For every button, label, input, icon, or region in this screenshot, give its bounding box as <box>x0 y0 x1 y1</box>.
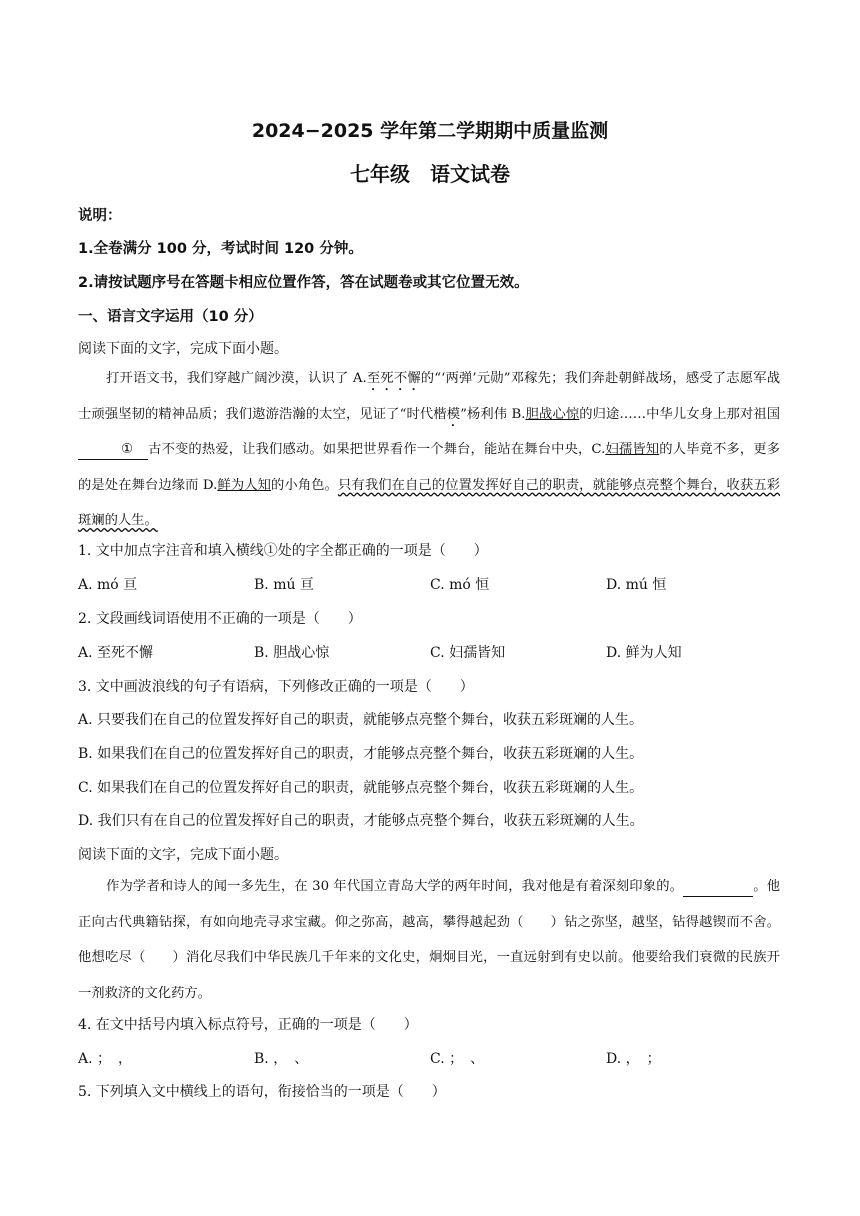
q4-option-b[interactable]: B. ， 、 <box>254 1051 309 1067</box>
q2-option-b[interactable]: B. 胆战心惊 <box>254 645 330 661</box>
q3-option-c[interactable]: C. 如果我们在自己的位置发挥好自己的职责，就能够点亮整个舞台，收获五彩斑斓的人生。 <box>78 780 644 796</box>
q3-option-a[interactable]: A. 只要我们在自己的位置发挥好自己的职责，就能够点亮整个舞台，收获五彩斑斓的人生。 <box>78 712 644 728</box>
q3-option-d[interactable]: D. 我们只有在自己的位置发挥好自己的职责，才能够点亮整个舞台，收获五彩斑斓的人生。 <box>78 813 644 829</box>
passage-text: 的人毕竟不多，更多的是处在舞台边缘而 D. <box>78 442 780 493</box>
question-4-stem: 4. 在文中括号内填入标点符号，正确的一项是（ ） <box>78 1017 418 1033</box>
passage-2 <box>78 869 780 1011</box>
dotted-char: 模 <box>446 406 461 422</box>
blank-1: ① <box>78 441 148 460</box>
q2-option-a[interactable]: A. 至死不懈 <box>78 645 154 661</box>
passage-text: 古不变的热爱，让我们感动。如果把世界看作一个舞台，能站在舞台中央，C. <box>148 442 606 457</box>
underlined-word-b: 胆战心惊 <box>525 406 580 422</box>
question-5-stem: 5. 下列填入文中横线上的语句，衔接恰当的一项是（ ） <box>78 1084 446 1100</box>
question-3-stem: 3. 文中画波浪线的句子有语病，下列修改正确的一项是（ ） <box>78 679 474 695</box>
passage-text: ”杨利伟 B. <box>460 406 526 422</box>
passage-text: 的“‘两弹’元勋”邓稼先；我们奔赴朝鲜战场，感受了志愿军战士顽强坚韧的精神品质；我们遨游浩瀚的太空，见证了“时代楷 <box>78 371 780 422</box>
q4-option-c[interactable]: C. ； 、 <box>430 1051 485 1067</box>
exam-subtitle: 七年级 语文试卷 <box>350 162 510 186</box>
q2-option-d[interactable]: D. 鲜为人知 <box>606 645 682 661</box>
q1-option-a[interactable]: A. mó 亘 <box>78 577 138 593</box>
passage-text: 的归途……中华儿女身上那对祖国 <box>579 406 781 422</box>
wavy-sentence: 只有我们在自己的位置发挥好自己的职责，就能够点亮整个舞台，收获五彩斑斓的人生。 <box>78 477 781 528</box>
note-item-2: 2.请按试题序号在答题卡相应位置作答，答在试题卷或其它位置无效。 <box>78 275 529 291</box>
q2-option-c[interactable]: C. 妇孺皆知 <box>430 645 506 661</box>
passage-text: 打开语文书，我们穿越广阔沙漠，认识了 A. <box>106 371 367 386</box>
section-heading: 一、语言文字运用（10 分） <box>78 309 263 325</box>
notes-label: 说明： <box>78 208 122 224</box>
question-2-stem: 2. 文段画线词语使用不正确的一项是（ ） <box>78 611 362 627</box>
q4-option-a[interactable]: A. ； ， <box>78 1051 133 1067</box>
blank-2 <box>683 878 753 897</box>
passage-text: 的小角色。 <box>271 477 339 493</box>
passage-1 <box>78 361 780 539</box>
passage-text: 。他正向古代典籍钻探，有如向地壳寻求宝藏。仰之弥高，越高，攀得越起劲（ ）钻之弥坚，越坚，钻得越锲而不舍。他想吃尽（ ）消化尽我们中华民族几千年来的文化史，炯炯目光，一直远射到有史以前。他要给我们衰微的民族开一剂救济的文化药方。 <box>78 879 781 1001</box>
q1-option-b[interactable]: B. mú 亘 <box>254 577 314 593</box>
underlined-word-c: 妇孺皆知 <box>605 442 660 457</box>
question-1-stem: 1. 文中加点字注音和填入横线①处的字全都正确的一项是（ ） <box>78 543 488 559</box>
dotted-word-a: 至死不懈 <box>366 371 421 386</box>
q3-option-b[interactable]: B. 如果我们在自己的位置发挥好自己的职责，才能够点亮整个舞台，收获五彩斑斓的人生。 <box>78 746 644 762</box>
q1-option-d[interactable]: D. mú 恒 <box>606 577 667 593</box>
reading-intro-1: 阅读下面的文字，完成下面小题。 <box>78 341 288 357</box>
q1-option-c[interactable]: C. mó 恒 <box>430 577 490 593</box>
exam-title: 2024−2025 学年第二学期期中质量监测 <box>251 120 609 142</box>
q4-option-d[interactable]: D. ， ； <box>606 1051 661 1067</box>
reading-intro-2: 阅读下面的文字，完成下面小题。 <box>78 847 288 863</box>
passage-text: 作为学者和诗人的闻一多先生，在 30 年代国立青岛大学的两年时间，我对他是有着深刻印象的。 <box>106 879 684 894</box>
note-item-1: 1.全卷满分 100 分，考试时间 120 分钟。 <box>78 241 363 257</box>
underlined-word-d: 鲜为人知 <box>217 477 272 493</box>
